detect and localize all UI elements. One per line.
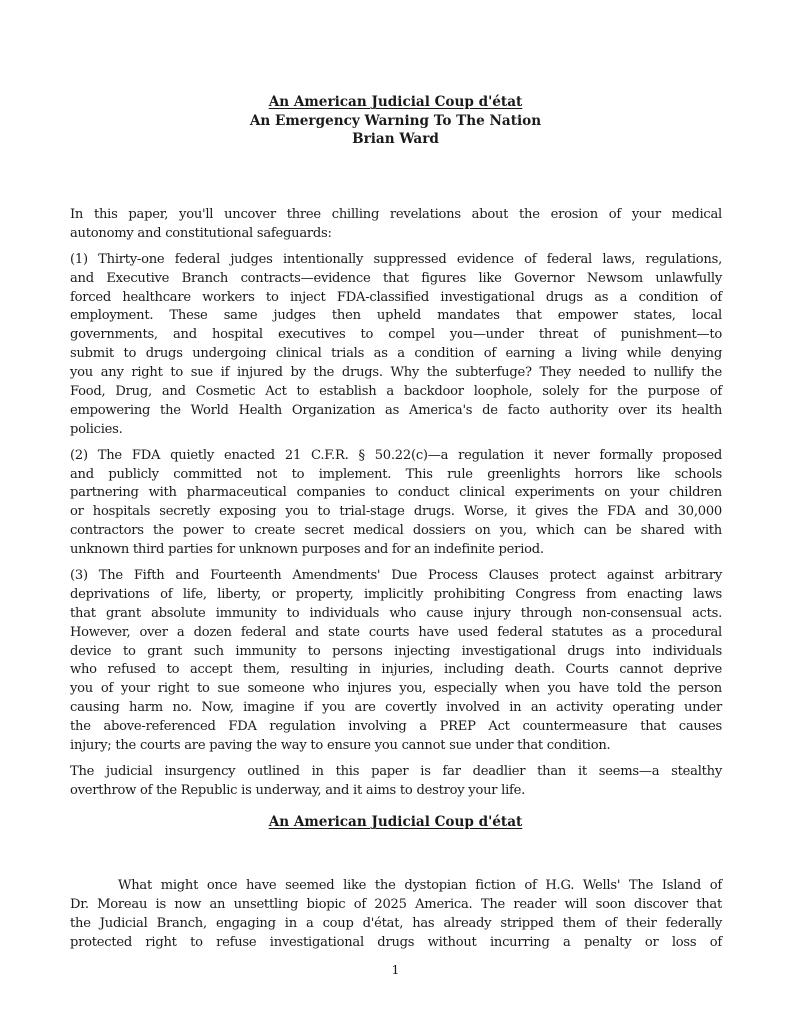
document-subtitle: An Emergency Warning To The Nation xyxy=(249,112,542,129)
text-line: The judicial insurgency outlined in this paper is far deadlier than it seems—a stealthy xyxy=(70,763,722,779)
text-line: However, over a dozen federal and state courts have used federal statutes as a procedural xyxy=(70,624,722,640)
text-line: autonomy and constitutional safeguards: xyxy=(70,225,332,241)
text-line: partnering with pharmaceutical companies to conduct clinical experiments on your children xyxy=(70,485,722,501)
text-line: submit to drugs undergoing clinical trials as a condition of earning a living while denying xyxy=(70,346,722,362)
conclusion-paragraph xyxy=(70,763,722,801)
section-body xyxy=(70,877,722,953)
point-3-paragraph xyxy=(70,567,722,756)
text-line: protected right to refuse investigational drugs without incurring a penalty or loss of xyxy=(70,934,722,950)
text-line: who refused to accept them, resulting in injuries, including death. Courts cannot deprive xyxy=(70,662,722,678)
text-line: and Executive Branch contracts—evidence that figures like Governor Newsom unlawfully xyxy=(70,270,722,286)
text-line: empowering the World Health Organization as America's de facto authority over its health xyxy=(70,402,722,418)
point-1-paragraph xyxy=(70,251,722,440)
text-line: (3) The Fifth and Fourteenth Amendments' Due Process Clauses protect against arbitrary xyxy=(70,568,722,584)
text-line: that grant absolute immunity to individuals who cause injury through non-consensual acts. xyxy=(70,605,722,621)
text-line: the Judicial Branch, engaging in a coup d'état, has already stripped them of their federally xyxy=(70,915,722,931)
text-line: In this paper, you'll uncover three chilling revelations about the erosion of your medical xyxy=(70,207,722,222)
document-author: Brian Ward xyxy=(352,131,439,148)
text-line: policies. xyxy=(70,421,123,437)
text-line: What might once have seemed like the dystopian fiction of H.G. Wells' The Island of xyxy=(118,878,722,893)
intro-paragraph xyxy=(70,206,722,244)
text-line: you any right to sue if injured by the drugs. Why the subterfuge? They needed to nullify the xyxy=(70,365,722,381)
text-line: employment. These same judges then upheld mandates that empower states, local xyxy=(70,308,722,324)
section-heading: An American Judicial Coup d'état xyxy=(268,814,523,830)
text-line: contractors the power to create secret medical dossiers on you, which can be shared with xyxy=(70,523,722,539)
text-line: injury; the courts are paving the way to ensure you cannot sue under that condition. xyxy=(70,738,611,754)
text-line: (1) Thirty-one federal judges intentionally suppressed evidence of federal laws, regulations, xyxy=(70,251,722,267)
text-line: you of your right to sue someone who injures you, especially when you have told the person xyxy=(70,681,722,697)
text-line: Food, Drug, and Cosmetic Act to establish a backdoor loophole, solely for the purpose of xyxy=(70,384,722,400)
text-line: device to grant such immunity to persons injecting investigational drugs into individuals xyxy=(70,643,722,659)
text-line: and publicly committed not to implement. This rule greenlights horrors like schools xyxy=(70,466,722,482)
text-line: the above-referenced FDA regulation involving a PREP Act countermeasure that causes xyxy=(70,719,722,735)
point-2-paragraph xyxy=(70,447,722,560)
text-line: forced healthcare workers to inject FDA-classified investigational drugs as a condition of xyxy=(70,289,722,305)
text-line: (2) The FDA quietly enacted 21 C.F.R. § 50.22(c)—a regulation it never formally proposed xyxy=(70,447,722,463)
text-line: overthrow of the Republic is underway, and it aims to destroy your life. xyxy=(70,782,526,798)
text-line: unknown third parties for unknown purposes and for an indefinite period. xyxy=(70,542,544,558)
text-line: Dr. Moreau is now an unsettling biopic of 2025 America. The reader will soon discover that xyxy=(70,896,722,912)
text-line: causing harm no. Now, imagine if you are covertly involved in an activity operating under xyxy=(70,700,722,716)
text-line: deprivations of life, liberty, or property, implicitly prohibiting Congress from enacting laws xyxy=(70,586,722,602)
text-line: or hospitals secretly exposing you to trial-stage drugs. Worse, it gives the FDA and 30,000 xyxy=(70,504,722,520)
title-block xyxy=(0,93,791,149)
page-number: 1 xyxy=(391,962,400,977)
text-line: governments, and hospital executives to compel you—under threat of punishment—to xyxy=(70,327,722,343)
document-title: An American Judicial Coup d'état xyxy=(268,94,523,110)
summary-body xyxy=(70,206,722,808)
